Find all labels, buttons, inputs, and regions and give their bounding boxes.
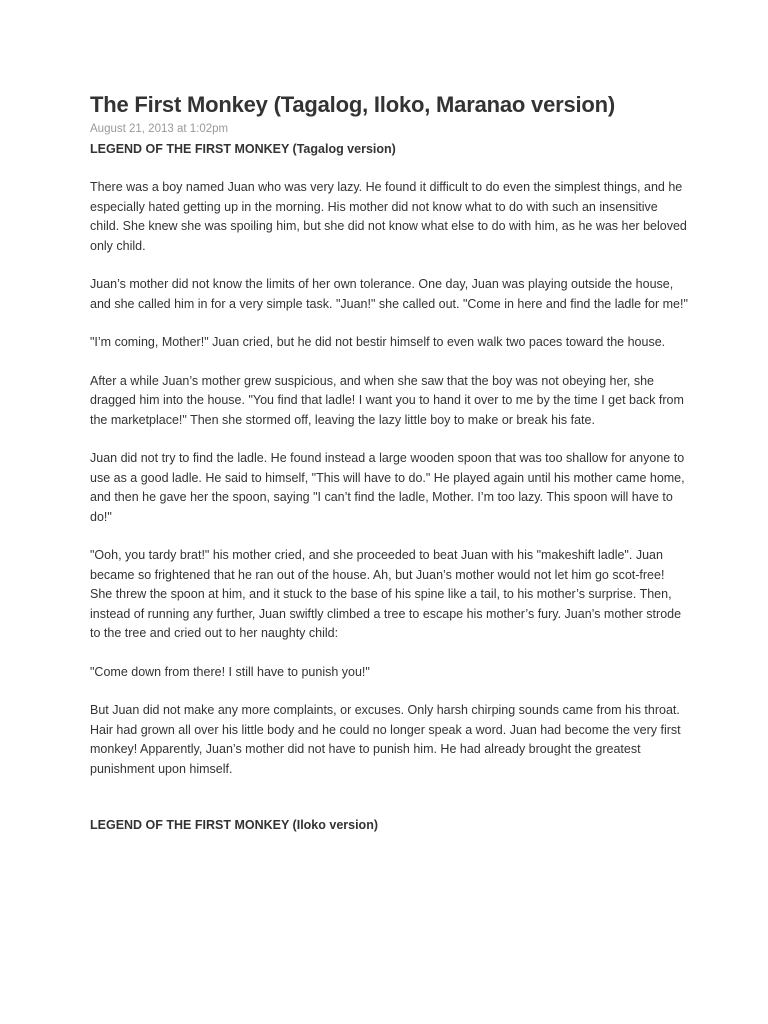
paragraph: After a while Juan’s mother grew suspicious, and when she saw that the boy was not obeying her, she dragged him into the house. "You find that ladle! I want you to hand it over to me by the time I get back from the marketplace!" Then she stormed off, leaving the lazy little boy to make or break his fate.: [90, 373, 684, 427]
section-heading-tagalog: LEGEND OF THE FIRST MONKEY (Tagalog version): [90, 142, 396, 156]
document-title: The First Monkey (Tagalog, Iloko, Maranao version): [90, 92, 616, 117]
paragraph: But Juan did not make any more complaints, or excuses. Only harsh chirping sounds came from his throat. Hair had grown all over his little body and he could no longer speak a word. Juan had become the very first monkey! Apparently, Juan’s mother did not have to punish him. He had already brought the greatest punishment upon himself.: [90, 703, 681, 776]
paragraph: There was a boy named Juan who was very lazy. He found it difficult to do even the simplest things, and he especially hated getting up in the morning. His mother did not know what to do with such an insensitive child. She knew she was spoiling him, but she did not know what else to do with him, as he was her beloved only child.: [90, 180, 687, 253]
paragraph: Juan did not try to find the ladle. He found instead a large wooden spoon that was too shallow for anyone to use as a good ladle. He said to himself, "This will have to do." He played again until his mother came home, and then he gave her the spoon, saying "I can’t find the ladle, Mother. I’m too lazy. This spoon will have to do!": [90, 451, 685, 524]
paragraph: "I’m coming, Mother!" Juan cried, but he did not bestir himself to even walk two paces toward the house.: [90, 335, 666, 349]
paragraph: Juan’s mother did not know the limits of her own tolerance. One day, Juan was playing outside the house, and she called him in for a very simple task. "Juan!" she called out. "Come in here and find the ladle for me!": [90, 277, 688, 311]
document-page: [90, 90, 690, 835]
section-heading-iloko: LEGEND OF THE FIRST MONKEY (Iloko version): [90, 818, 378, 832]
paragraph: "Come down from there! I still have to punish you!": [90, 664, 370, 679]
post-date: August 21, 2013 at 1:02pm: [90, 123, 229, 135]
section-iloko: [90, 815, 690, 835]
paragraph: "Ooh, you tardy brat!" his mother cried, and she proceeded to beat Juan with his "makeshift ladle". Juan became so frightened that he ran out of the house. Ah, but Juan’s mother would not let him go scot-free! She threw the spoon at him, and it stuck to the base of his spine like a tail, to his mother’s surprise. Then, instead of running any further, Juan swiftly climbed a tree to escape his mother’s fury. Juan’s mother strode to the tree and cried out to her naughty child:: [90, 548, 682, 640]
section-tagalog: [90, 139, 690, 779]
